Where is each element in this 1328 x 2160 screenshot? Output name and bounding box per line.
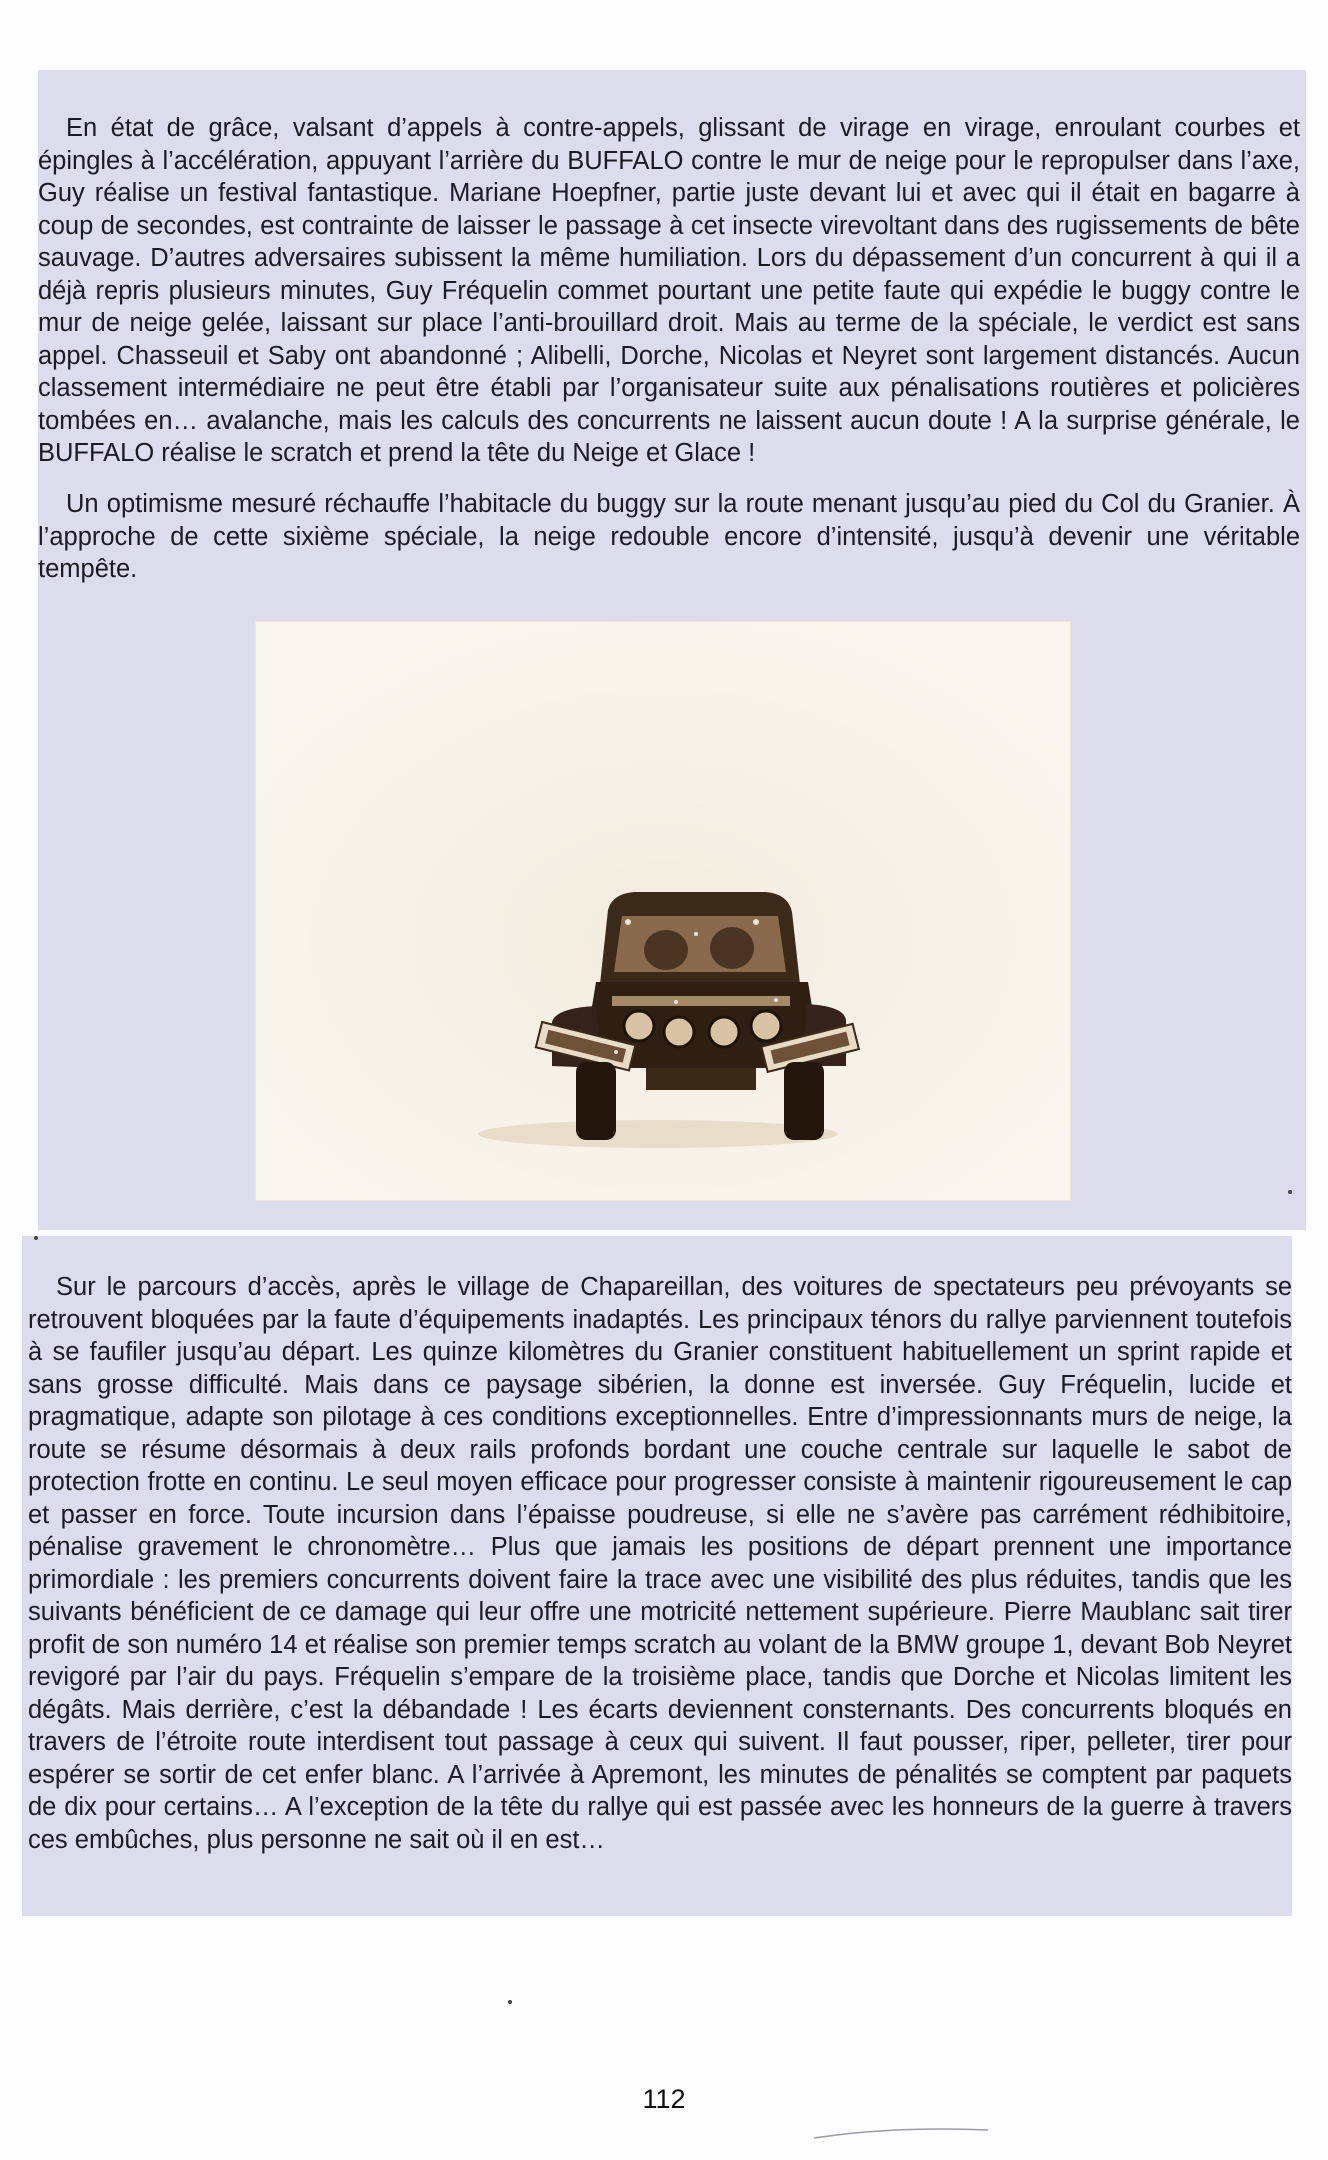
page-number: 112 — [642, 2084, 686, 2114]
paragraph-3: Sur le parcours d’accès, après le village de Chapareillan, des voitures de spectateurs peu prévoyants se retrouvent bloquées par la faute d’équipements inadaptés. Les principaux ténors du rallye parviennent toutefois à se faufiler jusqu’au départ. Les quinze kilomètres du Granier constituent habituellement un sprint rapide et sans grosse difficulté. Mais dans ce paysage sibérien, la donne est inversée. Guy Fréquelin, lucide et pragmatique, adapte son pilotage à ces conditions exceptionnelles. Entre d’impressionnants murs de neige, la route se résume désormais à deux rails profonds bordant une couche centrale sur laquelle le sabot de protection frotte en continu. Le seul moyen efficace pour progresser consiste à maintenir rigoureusement le cap et passer en force. Toute incursion dans l’épaisse poudreuse, si elle ne s’avère pas carrément rédhibitoire, pénalise gravement le chronomètre… Plus que jamais les positions de départ prennent une importance primordiale : les premiers concurrents doivent faire la trace avec une visibilité des plus réduites, tandis que les suivants bénéficient de ce damage qui leur offre une motricité nettement supérieure. Pierre Maublanc sait tirer profit de son numéro 14 et réalise son premier temps scratch au volant de la BMW groupe 1, devant Bob Neyret revigoré par l’air du pays. Fréquelin s’empare de la troisième place, tandis que Dorche et Nicolas limitent les dégâts. Mais derrière, c’est la débandade ! Les écarts deviennent consternants. Des concurrents bloqués en travers de l’étroite route interdisent tout passage à ceux qui suivent. Il faut pousser, riper, pelleter, tirer pour espérer se sortir de cet enfer blanc. A l’arrivée à Apremont, les minutes de pénalités se comptent par paquets de dix pour certains… A l’exception de la tête du rallye qui est passée avec les honneurs de la guerre à travers ces embûches, plus personne ne sait où il en est… — [28, 1273, 1292, 1854]
speck — [34, 1236, 38, 1240]
scan-mark — [812, 2124, 992, 2144]
speck — [508, 2000, 512, 2004]
buggy-illustration — [256, 622, 1070, 1200]
speck — [1288, 1190, 1292, 1194]
snow-buggy-photo — [256, 622, 1070, 1200]
paragraph-2: Un optimisme mesuré réchauffe l’habitacle du buggy sur la route menant jusqu’au pied du Col du Granier. À l’approche de cette sixième spéciale, la neige redouble encore d’intensité, jusqu’à devenir une véritable tempête. — [38, 490, 1300, 583]
paragraph-1: En état de grâce, valsant d’appels à contre-appels, glissant de virage en virage, enroulant courbes et épingles à l’accélération, appuyant l’arrière du BUFFALO contre le mur de neige pour le repropulser dans l’axe, Guy réalise un festival fantastique. Mariane Hoepfner, partie juste devant lui et avec qui il était en bagarre à coup de secondes, est contrainte de laisser le passage à cet insecte virevoltant dans des rugissements de bête sauvage. D’autres adversaires subissent la même humiliation. Lors du dépassement d’un concurrent à qui il a déjà repris plusieurs minutes, Guy Fréquelin commet pourtant une petite faute qui expédie le buggy contre le mur de neige gelée, laissant sur place l’anti-brouillard droit. Mais au terme de la spéciale, le verdict est sans appel. Chasseuil et Saby ont abandonné ; Alibelli, Dorche, Nicolas et Neyret sont largement distancés. Aucun classement intermédiaire ne peut être établi par l’organisateur suite aux pénalisations routières et policières tombées en… avalanche, mais les calculs des concurrents ne laissent aucun doute ! A la surprise générale, le BUFFALO réalise le scratch et prend la tête du Neige et Glace ! — [38, 114, 1300, 467]
